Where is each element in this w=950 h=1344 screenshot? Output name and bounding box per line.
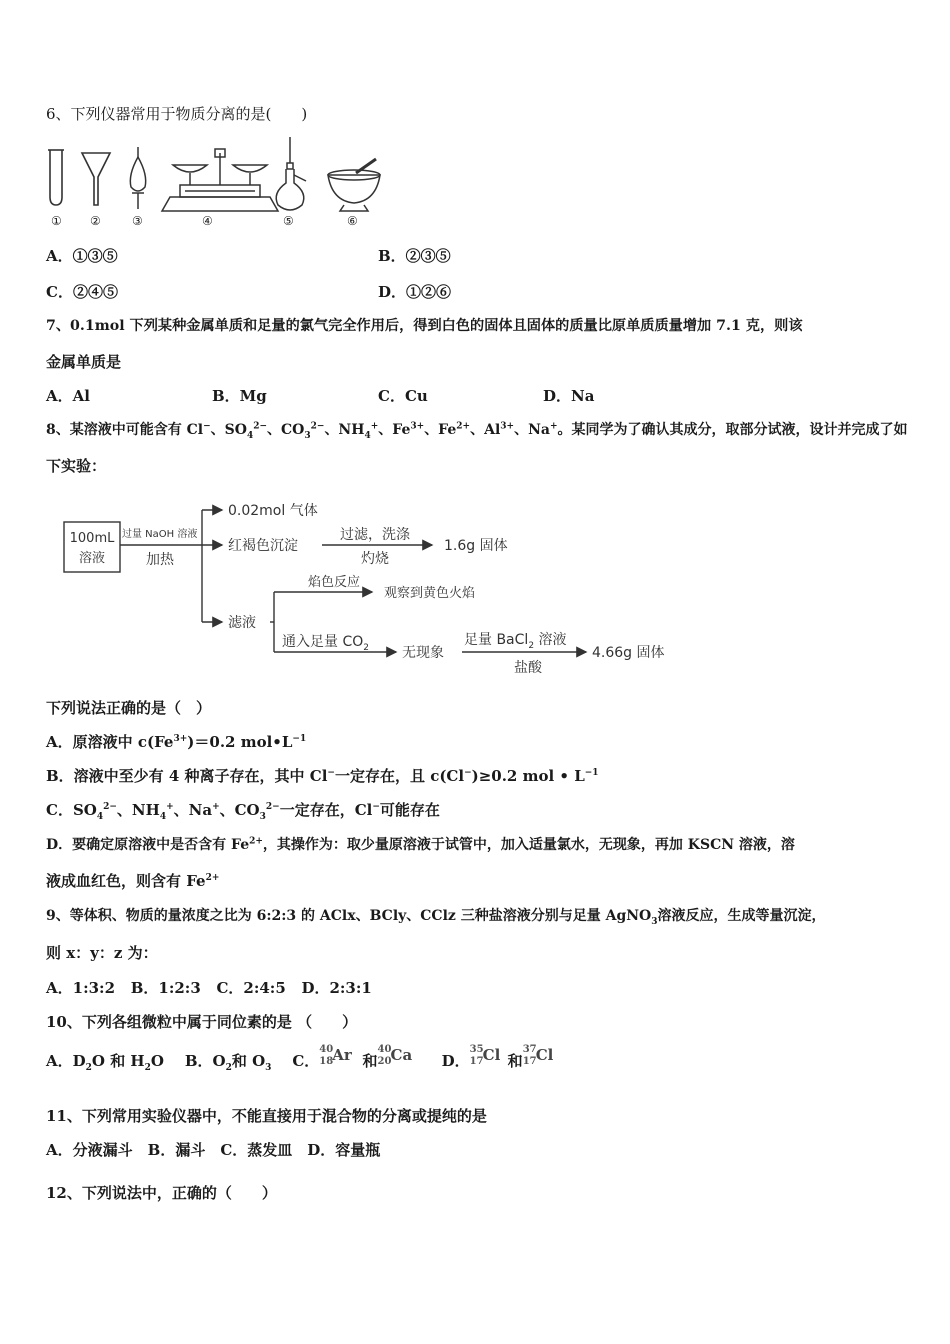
q10-stem: 10、下列各组微粒中属于同位素的是 （ ） xyxy=(46,1013,358,1031)
flow-solid2: 4.66g 固体 xyxy=(592,645,665,661)
instrument-label-6: ⑥ xyxy=(347,214,358,228)
flow-start-line1: 100mL xyxy=(69,531,115,546)
instrument-label-4: ④ xyxy=(202,214,213,228)
q7-option-d: D．Na xyxy=(543,387,595,405)
q8-option-d-line1: D．要确定原溶液中是否含有 $Fe^{2+}$，其操作为：取少量原溶液于试管中，加入适量氯水，无现象，再加 KSCN 溶液，溶 xyxy=(46,836,795,853)
nuclide-cl-35: 35 17 Cl xyxy=(469,1044,501,1067)
flow-reagent-bottom: 加热 xyxy=(146,552,174,568)
q8-option-c: C．$SO_4^{2-}$、$NH_4^+$、Na+、$CO_3^{2-}$一定存在，Cl−可能存在 xyxy=(46,801,440,822)
q8-flowchart xyxy=(60,492,700,682)
flow-gas: 0.02mol 气体 xyxy=(228,503,318,519)
q8-question: 下列说法正确的是（ ） xyxy=(46,699,212,717)
q9-option-b: B．1:2:3 xyxy=(130,979,201,997)
q10-option-c: C． 40 18 Ar 和 40 20 Ca xyxy=(292,1052,415,1070)
q8-stem-line1: 8、某溶液中可能含有 Cl−、$SO_4^{2-}$、$CO_3^{2-}$、$NH_4^+$、$Fe^{3+}$、$Fe^{2+}$、$Al^{3+}$、Na+。某同学为了确认其成分，取部分试液，设计并完成了如 xyxy=(46,421,908,441)
q8-option-a: A．原溶液中 $c(Fe^{3+})=0.2$ $mol•L^{-1}$ xyxy=(46,733,307,751)
flow-reagent-top: 过量 NaOH 溶液 xyxy=(122,529,198,540)
q7-option-c: C．Cu xyxy=(378,387,428,405)
q9-option-d: D．2:3:1 xyxy=(301,979,372,997)
flow-solid1: 1.6g 固体 xyxy=(444,538,508,554)
q7-stem-line2: 金属单质是 xyxy=(46,353,122,371)
instrument-label-5: ⑤ xyxy=(283,214,294,228)
q9-stem-line1: 9、等体积、物质的量浓度之比为 6:2:3 的 AClx、BCly、CClz 三种盐溶液分别与足量 AgNO$_3$溶液反应，生成等量沉淀， xyxy=(46,908,826,927)
q7-stem-line1: 7、0.1mol 下列某种金属单质和足量的氯气完全作用后，得到白色的固体且固体的质量比原单质质量增加 7.1 克，则该 xyxy=(46,318,803,334)
flow-flame-test: 焰色反应 xyxy=(308,575,361,590)
instrument-label-1: ① xyxy=(51,214,62,228)
flow-precipitate: 红褐色沉淀 xyxy=(228,538,298,554)
q10-options xyxy=(46,1044,561,1073)
q11-options: A．分液漏斗 B．漏斗 C．蒸发皿 D．容量瓶 xyxy=(46,1141,381,1159)
flow-step-top: 过滤，洗涤 xyxy=(340,527,410,543)
instrument-label-2: ② xyxy=(90,214,101,228)
flow-hcl: 盐酸 xyxy=(514,660,542,676)
q8-option-d-line2: 液成血红色，则含有 $Fe^{2+}$ xyxy=(46,872,220,890)
balance-icon xyxy=(162,149,278,211)
q6-option-a: A．①③⑤ xyxy=(46,247,118,265)
mortar-pestle-icon xyxy=(328,159,380,211)
q9-option-c: C．2:4:5 xyxy=(216,979,286,997)
q7-option-b: B．Mg xyxy=(212,387,267,405)
nuclide-ca-40: 40 20 Ca xyxy=(377,1044,413,1067)
flow-bacl2: 足量 BaCl$_2$ 溶液 xyxy=(464,632,567,651)
q11-stem: 11、下列常用实验仪器中，不能直接用于混合物的分离或提纯的是 xyxy=(46,1107,487,1125)
q6-option-c: C．②④⑤ xyxy=(46,283,118,301)
q9-option-a: A．1:3:2 xyxy=(46,979,116,997)
distillation-flask-icon xyxy=(276,137,306,210)
q8-option-b: B．溶液中至少有 4 种离子存在，其中 Cl−一定存在，且 c(Cl−)≥0.2 mol • $L^{-1}$ xyxy=(46,767,599,785)
flow-filtrate: 滤液 xyxy=(228,615,256,631)
q7-option-a: A．Al xyxy=(46,387,90,405)
flow-no-change: 无现象 xyxy=(402,645,444,661)
q6-option-b: B．②③⑤ xyxy=(378,247,451,265)
q10-option-b: B．$O_2$和 $O_3$ xyxy=(184,1052,272,1073)
q10-option-d: D． 35 17 Cl 和 37 17 Cl xyxy=(442,1052,561,1070)
nuclide-ar-40: 40 18 Ar xyxy=(319,1044,352,1067)
instrument-label-3: ③ xyxy=(132,214,143,228)
q10-option-a: A．$D_2O$ 和 $H_2O$ xyxy=(46,1052,164,1073)
q8-stem-line2: 下实验： xyxy=(46,457,107,475)
q12-stem: 12、下列说法中，正确的（ ） xyxy=(46,1184,277,1202)
flow-start-line2: 溶液 xyxy=(78,551,106,566)
funnel-icon xyxy=(82,153,110,205)
q6-stem: 6、下列仪器常用于物质分离的是( ) xyxy=(46,105,308,123)
separatory-funnel-icon xyxy=(130,147,145,209)
q9-stem-line2: 则 x：y：z 为： xyxy=(46,944,158,962)
flow-flame-result: 观察到黄色火焰 xyxy=(384,586,476,601)
q6-option-d: D．①②⑥ xyxy=(378,283,452,301)
q9-options xyxy=(46,977,372,998)
nuclide-cl-37: 37 17 Cl xyxy=(522,1044,554,1067)
flow-step-bottom: 灼烧 xyxy=(361,551,389,567)
flow-co2: 通入足量 $CO_2$ xyxy=(282,634,369,653)
test-tube-icon xyxy=(48,150,64,205)
